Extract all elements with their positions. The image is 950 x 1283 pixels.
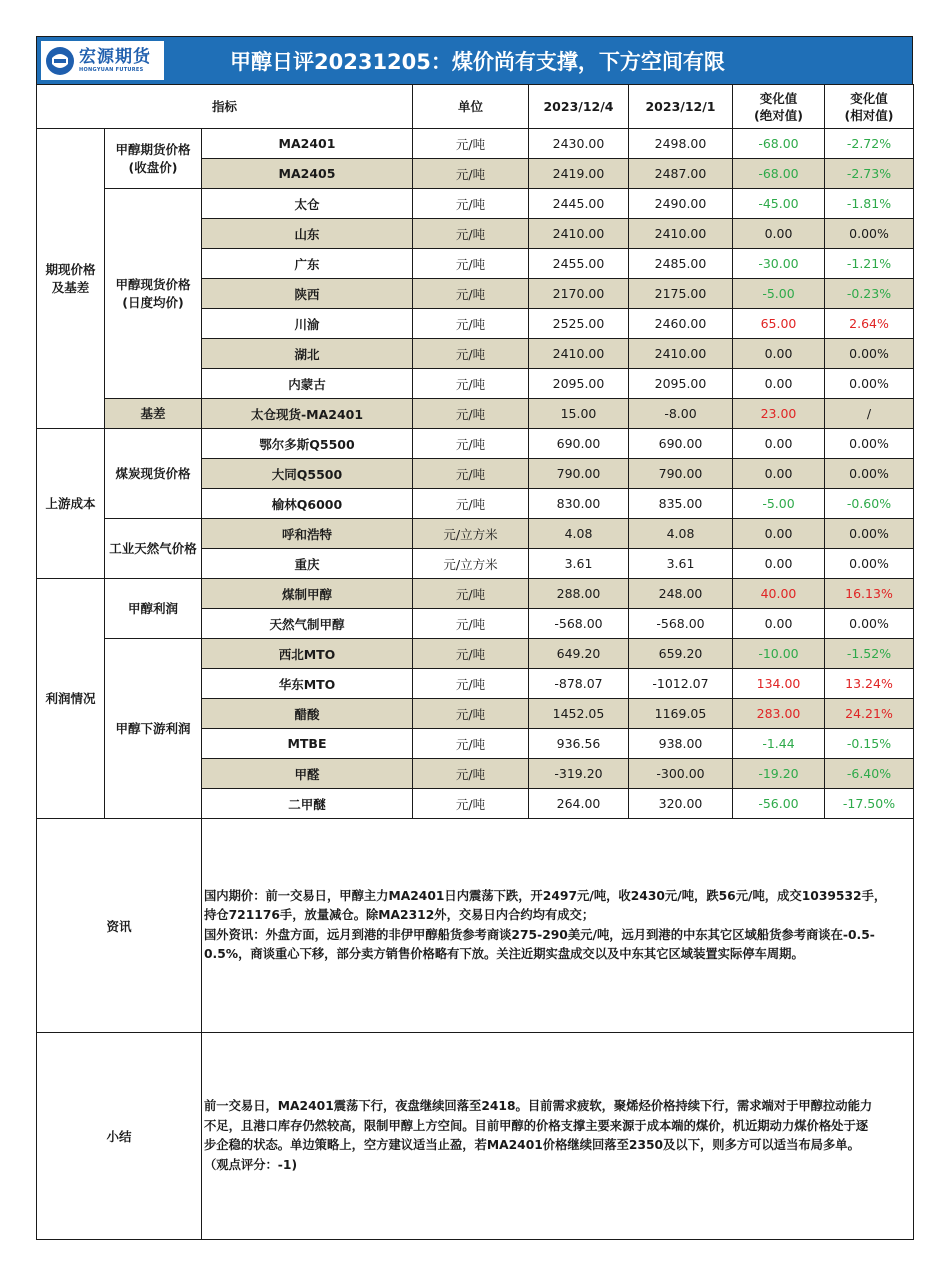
- row-abs-change: -30.00: [733, 249, 825, 279]
- row-abs-change: 65.00: [733, 309, 825, 339]
- row-unit: 元/吨: [413, 309, 529, 339]
- row-abs-change: 0.00: [733, 369, 825, 399]
- row-abs-change: -5.00: [733, 489, 825, 519]
- row-value-date2: -8.00: [629, 399, 733, 429]
- row-rel-change: 0.00%: [825, 429, 914, 459]
- news-text: 国内期价：前一交易日，甲醇主力MA2401日内震荡下跌，开2497元/吨，收2430元/吨，跌56元/吨，成交1039532手， 持仓721176手，放量减仓。除MA2312外，交易日内合约均有成交； 国外资讯：外盘方面，远月到港的非伊甲醇船货参考商谈275-290美元/吨，远月到港的中东其它区域船货参考商谈在-0.5- 0.5%，商谈重心下移，部分卖方销售价格略有下放。关注近期实盘成交以及中东其它区域装置实际停车周期。: [202, 819, 914, 1033]
- row-value-date2: 790.00: [629, 459, 733, 489]
- row-value-date1: 830.00: [529, 489, 629, 519]
- row-rel-change: -2.73%: [825, 159, 914, 189]
- news-row: [37, 819, 914, 1033]
- section-label: 利润情况: [37, 579, 105, 819]
- table-row: [37, 129, 914, 159]
- row-value-date2: 2485.00: [629, 249, 733, 279]
- col-header-rel-change: 变化值 (相对值): [825, 85, 914, 129]
- row-value-date2: 320.00: [629, 789, 733, 819]
- row-value-date2: 2095.00: [629, 369, 733, 399]
- group-label: 甲醇期货价格(收盘价): [105, 129, 202, 189]
- row-value-date2: -1012.07: [629, 669, 733, 699]
- row-value-date2: 3.61: [629, 549, 733, 579]
- row-item: MA2401: [202, 129, 413, 159]
- row-rel-change: 0.00%: [825, 549, 914, 579]
- row-unit: 元/吨: [413, 339, 529, 369]
- row-item: 太仓现货-MA2401: [202, 399, 413, 429]
- row-unit: 元/吨: [413, 369, 529, 399]
- row-value-date1: 2410.00: [529, 339, 629, 369]
- row-item: 山东: [202, 219, 413, 249]
- table-row: [37, 639, 914, 669]
- row-item: MTBE: [202, 729, 413, 759]
- summary-row: [37, 1033, 914, 1240]
- row-abs-change: -68.00: [733, 159, 825, 189]
- row-rel-change: -0.23%: [825, 279, 914, 309]
- logo-chinese-name: 宏源期货: [79, 46, 151, 67]
- row-value-date2: 2410.00: [629, 219, 733, 249]
- row-abs-change: -1.44: [733, 729, 825, 759]
- row-value-date2: 2498.00: [629, 129, 733, 159]
- row-value-date1: 288.00: [529, 579, 629, 609]
- row-unit: 元/立方米: [413, 549, 529, 579]
- row-value-date1: 2170.00: [529, 279, 629, 309]
- row-value-date1: 2525.00: [529, 309, 629, 339]
- row-abs-change: -10.00: [733, 639, 825, 669]
- row-value-date1: 2419.00: [529, 159, 629, 189]
- report-header: [36, 36, 913, 84]
- col-header-indicator: 指标: [37, 85, 413, 129]
- col-header-abs-change: 变化值 (绝对值): [733, 85, 825, 129]
- row-unit: 元/吨: [413, 249, 529, 279]
- row-unit: 元/吨: [413, 459, 529, 489]
- row-value-date1: 15.00: [529, 399, 629, 429]
- row-item: 太仓: [202, 189, 413, 219]
- row-value-date1: 2455.00: [529, 249, 629, 279]
- row-value-date2: -300.00: [629, 759, 733, 789]
- report-sheet: [36, 36, 913, 1240]
- row-value-date1: 936.56: [529, 729, 629, 759]
- logo-english-name: HONGYUAN FUTURES: [79, 66, 144, 73]
- company-logo: [41, 41, 164, 80]
- table-row: [37, 429, 914, 459]
- row-item: 二甲醚: [202, 789, 413, 819]
- row-value-date2: -568.00: [629, 609, 733, 639]
- row-item: 鄂尔多斯Q5500: [202, 429, 413, 459]
- row-unit: 元/吨: [413, 189, 529, 219]
- row-value-date2: 248.00: [629, 579, 733, 609]
- row-value-date2: 938.00: [629, 729, 733, 759]
- row-item: 大同Q5500: [202, 459, 413, 489]
- row-value-date1: -319.20: [529, 759, 629, 789]
- row-value-date1: -878.07: [529, 669, 629, 699]
- summary-label: 小结: [37, 1033, 202, 1240]
- row-value-date2: 4.08: [629, 519, 733, 549]
- row-rel-change: -2.72%: [825, 129, 914, 159]
- row-unit: 元/吨: [413, 279, 529, 309]
- row-value-date1: 2095.00: [529, 369, 629, 399]
- row-value-date1: 649.20: [529, 639, 629, 669]
- row-unit: 元/吨: [413, 759, 529, 789]
- row-unit: 元/吨: [413, 219, 529, 249]
- row-item: 川渝: [202, 309, 413, 339]
- row-item: 煤制甲醇: [202, 579, 413, 609]
- group-label: 工业天然气价格: [105, 519, 202, 579]
- data-table: [36, 84, 914, 1240]
- row-unit: 元/吨: [413, 399, 529, 429]
- row-value-date1: 790.00: [529, 459, 629, 489]
- row-item: 呼和浩特: [202, 519, 413, 549]
- row-rel-change: 0.00%: [825, 369, 914, 399]
- row-value-date1: 690.00: [529, 429, 629, 459]
- row-rel-change: 0.00%: [825, 339, 914, 369]
- group-label: 甲醇利润: [105, 579, 202, 639]
- row-unit: 元/吨: [413, 579, 529, 609]
- row-value-date2: 2460.00: [629, 309, 733, 339]
- row-rel-change: 0.00%: [825, 219, 914, 249]
- row-rel-change: /: [825, 399, 914, 429]
- row-unit: 元/吨: [413, 789, 529, 819]
- row-value-date1: 2445.00: [529, 189, 629, 219]
- row-rel-change: 2.64%: [825, 309, 914, 339]
- table-row: [37, 399, 914, 429]
- row-abs-change: 0.00: [733, 519, 825, 549]
- row-rel-change: -1.52%: [825, 639, 914, 669]
- row-item: 醋酸: [202, 699, 413, 729]
- row-value-date1: 2430.00: [529, 129, 629, 159]
- row-item: 华东MTO: [202, 669, 413, 699]
- row-item: 陕西: [202, 279, 413, 309]
- row-abs-change: -45.00: [733, 189, 825, 219]
- row-unit: 元/吨: [413, 699, 529, 729]
- row-rel-change: -0.15%: [825, 729, 914, 759]
- row-rel-change: 24.21%: [825, 699, 914, 729]
- row-unit: 元/吨: [413, 429, 529, 459]
- row-abs-change: 0.00: [733, 219, 825, 249]
- row-rel-change: 16.13%: [825, 579, 914, 609]
- section-label: 期现价格及基差: [37, 129, 105, 429]
- row-value-date2: 2490.00: [629, 189, 733, 219]
- row-abs-change: 134.00: [733, 669, 825, 699]
- row-unit: 元/吨: [413, 609, 529, 639]
- row-unit: 元/吨: [413, 729, 529, 759]
- summary-text: 前一交易日，MA2401震荡下行，夜盘继续回落至2418。目前需求疲软，聚烯烃价格持续下行，需求端对于甲醇拉动能力 不足，且港口库存仍然较高，限制甲醇上方空间。目前甲醇的价格支撑主要来源于成本端的煤价，机近期动力煤价格处于逐 步企稳的状态。单边策略上，空方建议适当止盈，若MA2401价格继续回落至2350及以下，则多方可以适当布局多单。 （观点评分：-1): [202, 1033, 914, 1240]
- row-item: 湖北: [202, 339, 413, 369]
- row-rel-change: 0.00%: [825, 459, 914, 489]
- row-unit: 元/立方米: [413, 519, 529, 549]
- row-abs-change: 0.00: [733, 339, 825, 369]
- row-value-date1: 1452.05: [529, 699, 629, 729]
- row-rel-change: 13.24%: [825, 669, 914, 699]
- table-row: [37, 579, 914, 609]
- row-item: 榆林Q6000: [202, 489, 413, 519]
- logo-mark-icon: [45, 46, 75, 76]
- row-item: 内蒙古: [202, 369, 413, 399]
- row-rel-change: -6.40%: [825, 759, 914, 789]
- col-header-date1: 2023/12/4: [529, 85, 629, 129]
- row-abs-change: 0.00: [733, 429, 825, 459]
- row-value-date1: 264.00: [529, 789, 629, 819]
- row-abs-change: -68.00: [733, 129, 825, 159]
- table-row: [37, 189, 914, 219]
- row-value-date2: 2175.00: [629, 279, 733, 309]
- row-value-date1: 2410.00: [529, 219, 629, 249]
- row-abs-change: -19.20: [733, 759, 825, 789]
- row-value-date1: 3.61: [529, 549, 629, 579]
- row-abs-change: 0.00: [733, 609, 825, 639]
- row-abs-change: 0.00: [733, 459, 825, 489]
- row-unit: 元/吨: [413, 129, 529, 159]
- row-value-date2: 1169.05: [629, 699, 733, 729]
- row-value-date2: 835.00: [629, 489, 733, 519]
- row-item: 甲醛: [202, 759, 413, 789]
- row-item: 西北MTO: [202, 639, 413, 669]
- section-label: 上游成本: [37, 429, 105, 579]
- row-item: 广东: [202, 249, 413, 279]
- row-value-date2: 2487.00: [629, 159, 733, 189]
- row-item: MA2405: [202, 159, 413, 189]
- report-title: 甲醇日评20231205：煤价尚有支撑，下方空间有限: [230, 49, 725, 74]
- group-label: 甲醇现货价格(日度均价): [105, 189, 202, 399]
- row-abs-change: 0.00: [733, 549, 825, 579]
- row-rel-change: -1.81%: [825, 189, 914, 219]
- table-row: [37, 519, 914, 549]
- row-abs-change: -56.00: [733, 789, 825, 819]
- row-unit: 元/吨: [413, 639, 529, 669]
- group-label: 煤炭现货价格: [105, 429, 202, 519]
- news-label: 资讯: [37, 819, 202, 1033]
- row-rel-change: -17.50%: [825, 789, 914, 819]
- row-unit: 元/吨: [413, 669, 529, 699]
- row-value-date1: -568.00: [529, 609, 629, 639]
- row-item: 天然气制甲醇: [202, 609, 413, 639]
- col-header-unit: 单位: [413, 85, 529, 129]
- row-abs-change: -5.00: [733, 279, 825, 309]
- group-label: 基差: [105, 399, 202, 429]
- row-rel-change: -0.60%: [825, 489, 914, 519]
- row-rel-change: 0.00%: [825, 519, 914, 549]
- table-body: [37, 129, 914, 819]
- group-label: 甲醇下游利润: [105, 639, 202, 819]
- row-rel-change: -1.21%: [825, 249, 914, 279]
- row-value-date1: 4.08: [529, 519, 629, 549]
- row-value-date2: 659.20: [629, 639, 733, 669]
- row-item: 重庆: [202, 549, 413, 579]
- row-rel-change: 0.00%: [825, 609, 914, 639]
- row-unit: 元/吨: [413, 489, 529, 519]
- row-value-date2: 690.00: [629, 429, 733, 459]
- row-abs-change: 283.00: [733, 699, 825, 729]
- row-abs-change: 23.00: [733, 399, 825, 429]
- row-value-date2: 2410.00: [629, 339, 733, 369]
- col-header-date2: 2023/12/1: [629, 85, 733, 129]
- table-header-row: [37, 85, 914, 129]
- row-abs-change: 40.00: [733, 579, 825, 609]
- row-unit: 元/吨: [413, 159, 529, 189]
